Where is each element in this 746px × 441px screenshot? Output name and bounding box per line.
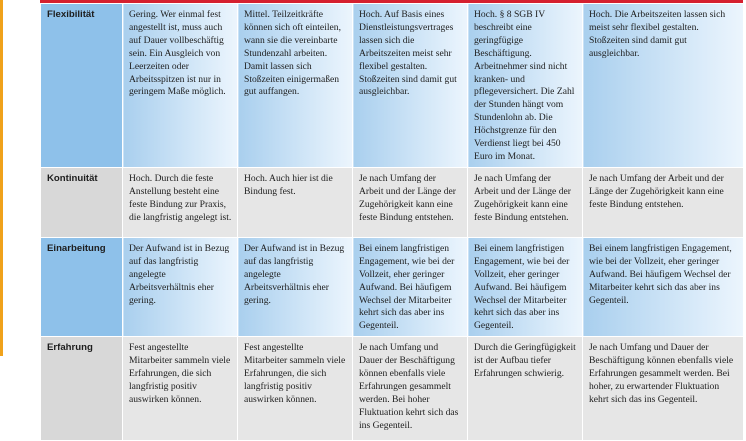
row-header: Kontinuität bbox=[41, 167, 123, 237]
table-cell: Bei einem langfristigen Engagement, wie bei der Vollzeit, eher geringer Aufwand. Bei häufigem Wechsel der Mitarbeiter kehrt sich das aber ins Gegenteil. bbox=[353, 237, 468, 336]
table-row-flexibilitaet bbox=[41, 4, 744, 168]
comparison-table bbox=[40, 3, 744, 441]
table-cell: Bei einem langfristigen Engagement, wie bei der Vollzeit, eher geringer Aufwand. Bei häufigem Wechsel der Mitarbeiter kehrt sich das aber ins Gegenteil. bbox=[583, 237, 744, 336]
table-cell: Hoch. Auch hier ist die Bindung fest. bbox=[238, 167, 353, 237]
table-cell: Hoch. Durch die feste Anstellung besteht eine feste Bindung zur Praxis, die langfristig angelegt ist. bbox=[123, 167, 238, 237]
row-header: Flexibilität bbox=[41, 4, 123, 168]
table-cell: Je nach Umfang der Arbeit und der Länge der Zugehörigkeit kann eine feste Bindung entstehen. bbox=[583, 167, 744, 237]
table-cell: Durch die Geringfügigkeit ist der Aufbau tiefer Erfahrungen schwierig. bbox=[468, 337, 583, 441]
table-cell: Je nach Umfang und Dauer der Beschäftigung können ebenfalls viele Erfahrungen gesammelt werden. Bei hoher Fluktuation kehrt sich das ins Gegenteil. bbox=[353, 337, 468, 441]
table-row-einarbeitung bbox=[41, 237, 744, 336]
table-row-erfahrung bbox=[41, 337, 744, 441]
table-row-kontinuitaet bbox=[41, 167, 744, 237]
table-cell: Bei einem langfristigen Engagement, wie bei der Vollzeit, eher geringer Aufwand. Bei häufigem Wechsel der Mitarbeiter kehrt sich das aber ins Gegenteil. bbox=[468, 237, 583, 336]
table-cell: Hoch. § 8 SGB IV beschreibt eine geringfügige Beschäftigung. Arbeitnehmer sind nicht kranken- und pflegeversichert. Die Zahl der Stunden hängt vom Stundenlohn ab. Die Höchstgrenze für den Verdienst liegt bei 450 Euro im Monat. bbox=[468, 4, 583, 168]
table-cell: Fest angestellte Mitarbeiter sammeln viele Erfahrungen, die sich langfristig positiv auswirken können. bbox=[238, 337, 353, 441]
table-cell: Der Aufwand ist in Bezug auf das langfristig angelegte Arbeitsverhältnis eher gering. bbox=[123, 237, 238, 336]
table-cell: Fest angestellte Mitarbeiter sammeln viele Erfahrungen, die sich langfristig positiv auswirken können. bbox=[123, 337, 238, 441]
row-header: Einarbeitung bbox=[41, 237, 123, 336]
row-header: Erfahrung bbox=[41, 337, 123, 441]
table-cell: Der Aufwand ist in Bezug auf das langfristig angelegte Arbeitsverhältnis eher gering. bbox=[238, 237, 353, 336]
page-edge-accent bbox=[0, 0, 3, 356]
table-cell: Hoch. Die Arbeitszeiten lassen sich meist sehr flexibel gestalten. Stoßzeiten sind damit gut ausgleichbar. bbox=[583, 4, 744, 168]
table-cell: Mittel. Teilzeitkräfte können sich oft einteilen, wann sie die vereinbarte Stundenzahl arbeiten. Damit lassen sich Stoßzeiten einigermaßen gut auffangen. bbox=[238, 4, 353, 168]
table-cell: Je nach Umfang der Arbeit und der Länge der Zugehörigkeit kann eine feste Bindung entstehen. bbox=[468, 167, 583, 237]
table-cell: Hoch. Auf Basis eines Dienstleistungsvertrages lassen sich die Arbeitszeiten meist sehr flexibel gestalten. Stoßzeiten sind damit gut ausgleichbar. bbox=[353, 4, 468, 168]
table-cell: Je nach Umfang der Arbeit und der Länge der Zugehörigkeit kann eine feste Bindung entstehen. bbox=[353, 167, 468, 237]
table-cell: Gering. Wer einmal fest angestellt ist, muss auch auf Dauer vollbeschäftig sein. Ein Ausgleich von Leerzeiten oder Arbeitsspitzen ist nur in geringem Maße möglich. bbox=[123, 4, 238, 168]
table-cell: Je nach Umfang und Dauer der Beschäftigung können ebenfalls viele Erfahrungen gesammelt werden. Bei hoher, zu erwartender Fluktuation kehrt sich das ins Gegenteil. bbox=[583, 337, 744, 441]
